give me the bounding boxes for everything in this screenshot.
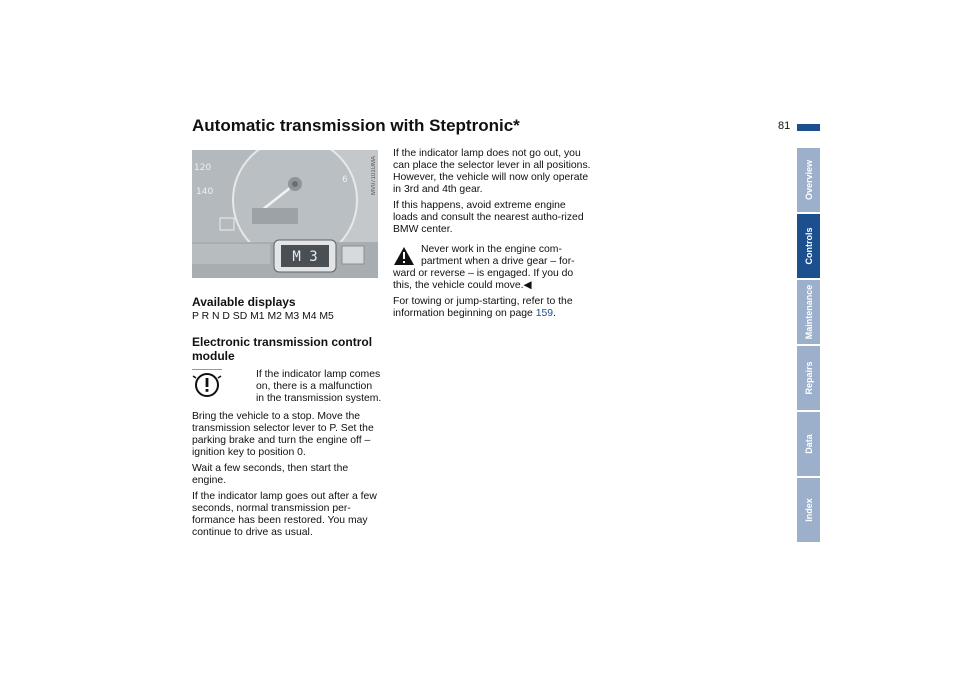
svg-text:120: 120 <box>194 163 212 173</box>
page-marker-bar <box>797 124 820 131</box>
instrument-cluster-illustration <box>192 150 378 278</box>
right-column <box>393 148 593 324</box>
exclamation-circle-icon <box>192 370 222 400</box>
instrument-cluster-figure <box>192 150 378 278</box>
module-paragraph-3: If the indicator lamp goes out after a few seconds, normal transmission per-formance has been restored. You may continue to drive as usual. <box>192 491 377 538</box>
caution-note: Never work in the engine com-partment when a drive gear – for-ward or reverse – is engaged. If you do this, the vehicle could move.◀ <box>393 244 575 291</box>
tab-repairs[interactable]: Repairs <box>797 346 820 410</box>
tab-index[interactable]: Index <box>797 478 820 542</box>
tab-overview[interactable]: Overview <box>797 148 820 212</box>
svg-text:140: 140 <box>196 187 214 197</box>
left-column <box>192 295 382 543</box>
page-link-159[interactable]: 159 <box>535 308 554 319</box>
warning-text: If the indicator lamp comes on, there is a malfunction in the transmission system. <box>256 369 382 404</box>
tab-data[interactable]: Data <box>797 412 820 476</box>
displays-heading: Available displays <box>192 295 296 309</box>
displays-text: P R N D SD M1 M2 M3 M4 M5 <box>192 311 334 322</box>
right-paragraph-2: If this happens, avoid extreme engine loads and consult the nearest autho-rized BMW center. <box>393 200 584 235</box>
tab-controls[interactable]: Controls <box>797 214 820 278</box>
svg-text:6: 6 <box>342 175 348 185</box>
module-paragraph-2: Wait a few seconds, then start the engine. <box>192 463 349 486</box>
module-paragraph-1: Bring the vehicle to a stop. Move the transmission selector lever to P. Set the parking brake and turn the engine off – ignition key to position 0. <box>192 411 374 458</box>
tab-maintenance[interactable]: Maintenance <box>797 280 820 344</box>
right-paragraph-1: If the indicator lamp does not go out, you can place the selector lever in all positions. However, the vehicle will now only operate in 3rd and 4th gear. <box>393 148 591 195</box>
warning-triangle-icon <box>393 246 415 266</box>
figure-code: MV07101UMA <box>371 156 377 196</box>
section-tabs <box>797 148 820 544</box>
warning-note <box>192 369 382 405</box>
warning-icon-frame <box>192 369 222 400</box>
page-title: Automatic transmission with Steptronic* <box>192 116 520 135</box>
svg-text:M 3: M 3 <box>292 249 318 265</box>
module-heading: Electronic transmission control module <box>192 335 373 363</box>
page-number: 81 <box>778 120 791 132</box>
right-paragraph-3: For towing or jump-starting, refer to the information beginning on page 159. <box>393 296 573 319</box>
